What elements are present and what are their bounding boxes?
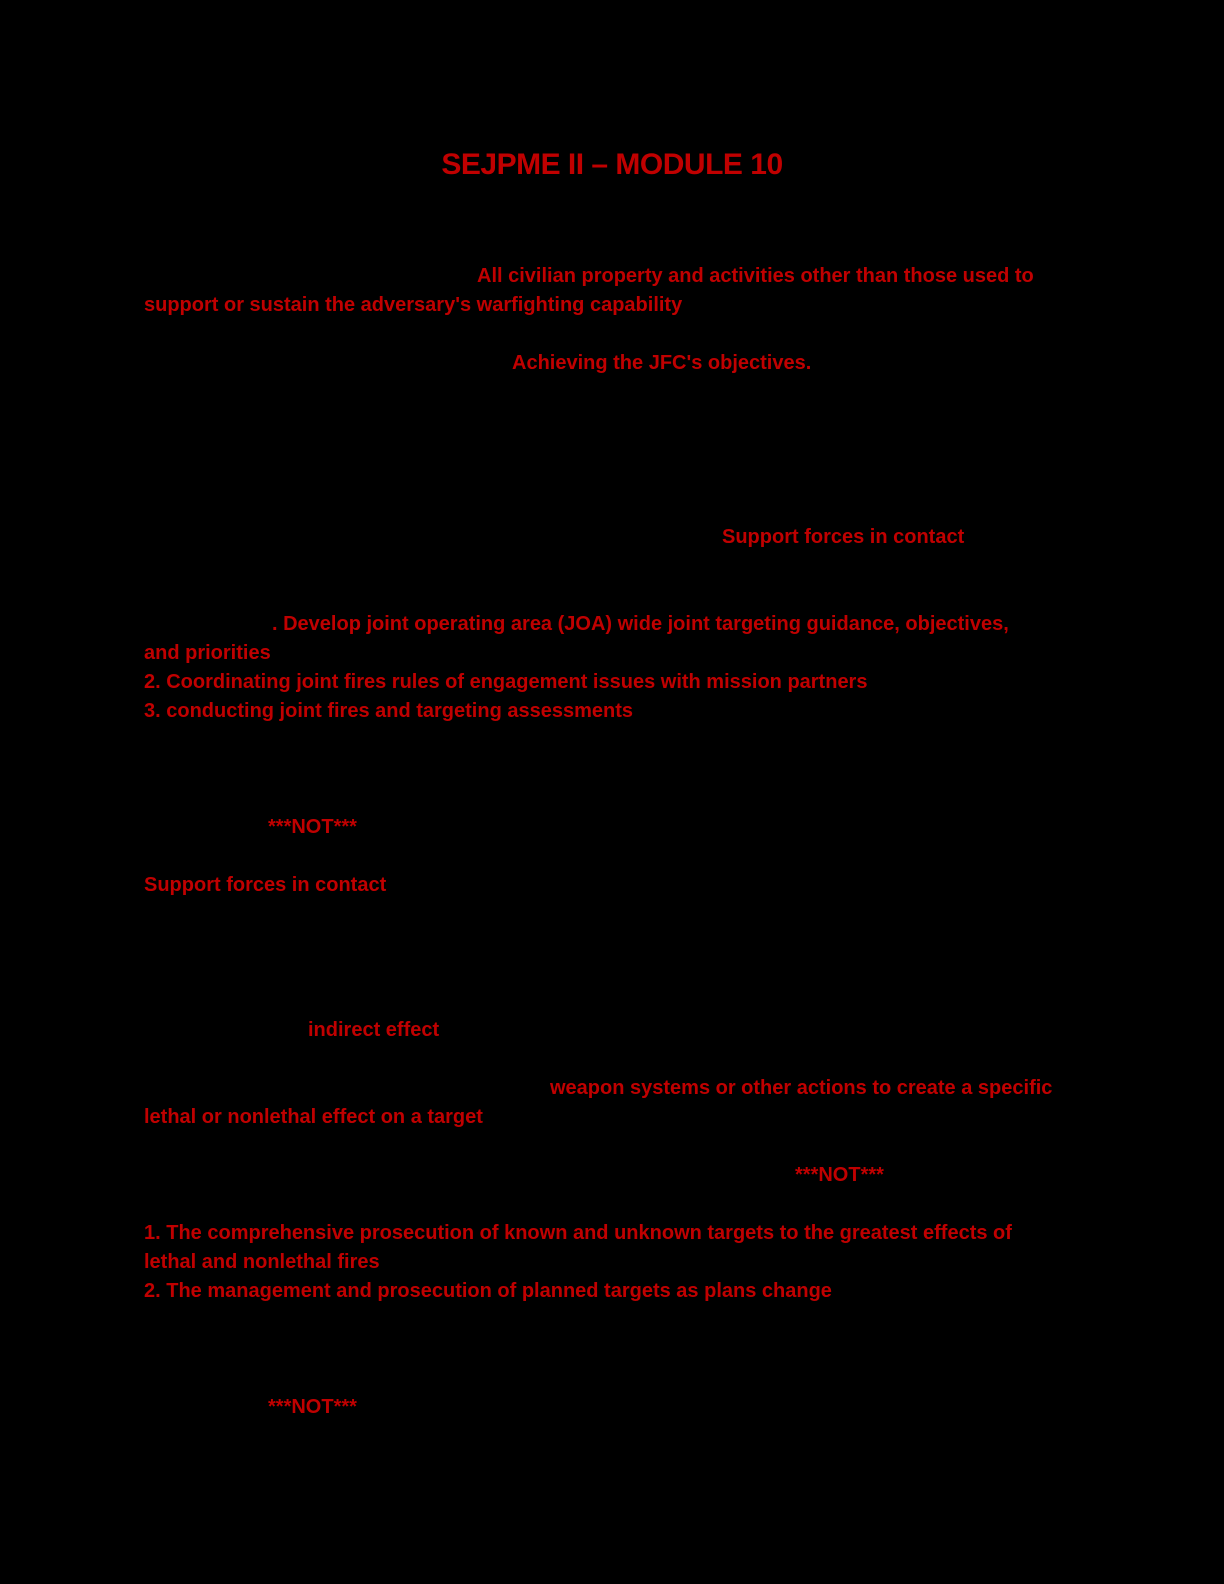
answer-3: Support forces in contact: [722, 526, 965, 548]
answer-7: indirect effect: [308, 1019, 440, 1041]
answer-8-line-1: weapon systems or other actions to create a specific: [550, 1077, 1053, 1099]
answer-1-line-1: All civilian property and activities other than those used to: [477, 265, 1034, 287]
answer-6: Support forces in contact: [144, 874, 387, 896]
answer-5-not: ***NOT***: [268, 816, 357, 838]
answer-4-line-1: . Develop joint operating area (JOA) wide joint targeting guidance, objectives,: [272, 613, 1009, 635]
answer-11-not: ***NOT***: [268, 1396, 357, 1418]
answer-4-line-4: 3. conducting joint fires and targeting assessments: [144, 700, 633, 722]
answer-1-line-2: support or sustain the adversary's warfighting capability: [144, 294, 683, 316]
answer-10-line-1: 1. The comprehensive prosecution of known and unknown targets to the greatest effects of: [144, 1222, 1012, 1244]
document-title: SEJPME II – MODULE 10: [441, 148, 783, 181]
answer-10-line-2: lethal and nonlethal fires: [144, 1251, 380, 1273]
answer-10-line-3: 2. The management and prosecution of planned targets as plans change: [144, 1280, 832, 1302]
answer-4-line-2: and priorities: [144, 642, 271, 664]
answer-9-not: ***NOT***: [795, 1164, 884, 1186]
answer-4-line-3: 2. Coordinating joint fires rules of engagement issues with mission partners: [144, 671, 868, 693]
answer-2: Achieving the JFC's objectives.: [512, 352, 812, 374]
answer-8-line-2: lethal or nonlethal effect on a target: [144, 1106, 483, 1128]
